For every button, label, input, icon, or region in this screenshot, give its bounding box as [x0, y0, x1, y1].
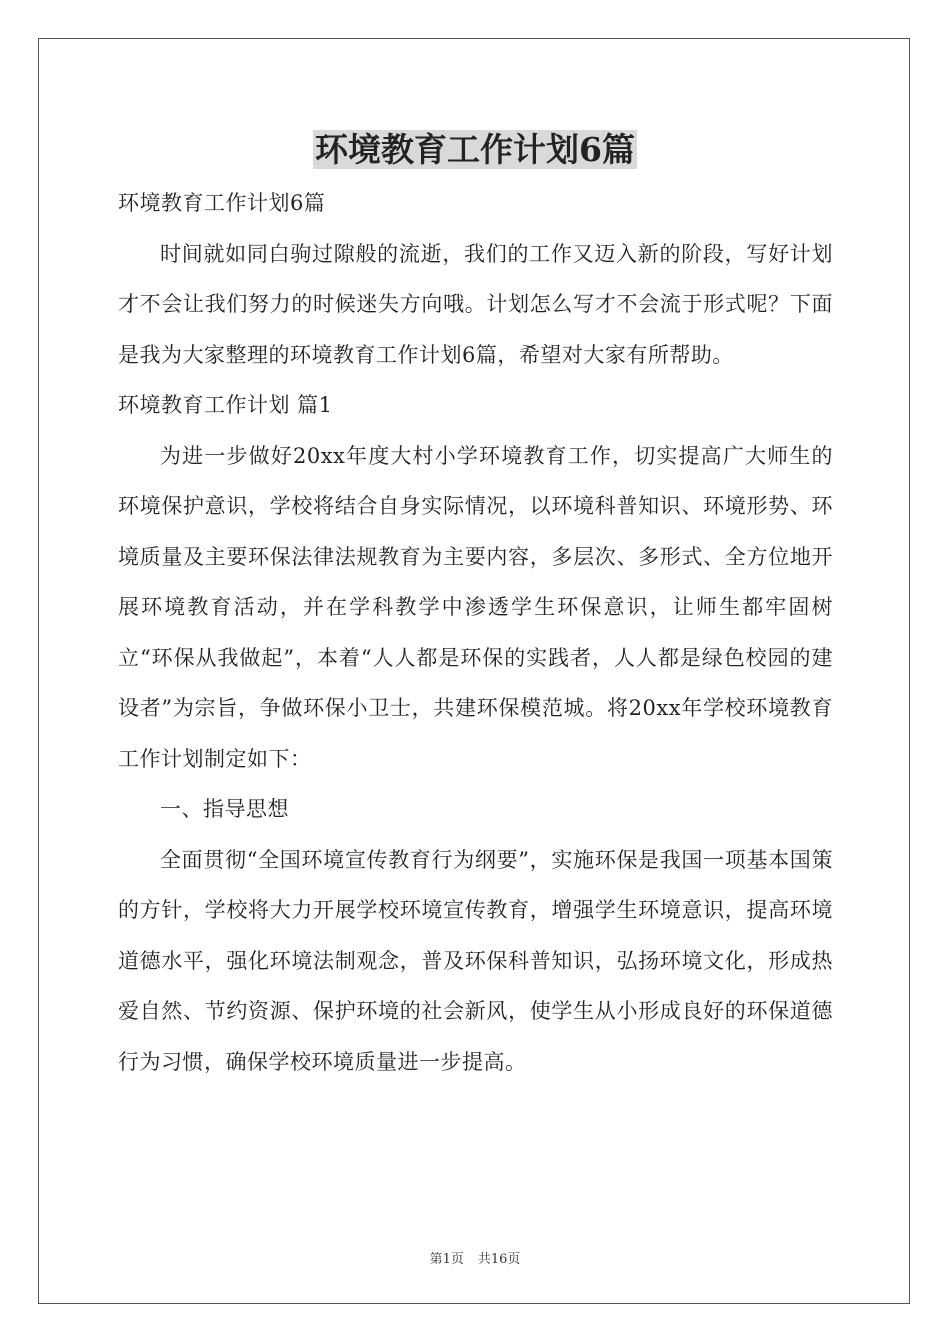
page-footer — [0, 1248, 950, 1267]
sub-paragraph: 全面贯彻“全国环境宣传教育行为纲要”，实施环保是我国一项基本国策的方针，学校将大力开展学校环境宣传教育，增强学生环境意识，提高环境道德水平，强化环境法制观念，普及环保科普知识，弘扬环境文化，形成热爱自然、节约资源、保护环境的社会新风，使学生从小形成良好的环保道德行为习惯，确保学校环境质量进一步提高。 — [118, 847, 833, 1074]
document-subtitle: 环境教育工作计划6篇 — [118, 191, 326, 215]
section-paragraph: 为进一步做好20xx年度大村小学环境教育工作，切实提高广大师生的环境保护意识，学校将结合自身实际情况，以环境科普知识、环境形势、环境质量及主要环保法律法规教育为主要内容，多层次、多形式、全方位地开展环境教育活动，并在学科教学中渗透学生环保意识，让师生都牢固树立“环保从我做起”，本着“人人都是环保的实践者，人人都是绿色校园的建设者”为宗旨，争做环保小卫士，共建环保模范城。将20xx年学校环境教育工作计划制定如下： — [118, 443, 833, 771]
document-title — [0, 128, 950, 172]
intro-paragraph: 时间就如同白驹过隙般的流逝，我们的工作又迈入新的阶段，写好计划才不会让我们努力的时候迷失方向哦。计划怎么写才不会流于形式呢？下面是我为大家整理的环境教育工作计划6篇，希望对大家有所帮助。 — [118, 241, 833, 367]
document-title-text: 环境教育工作计划6篇 — [315, 130, 635, 169]
current-page-label: 第1页 — [429, 1252, 464, 1267]
sub-heading: 一、指导思想 — [160, 797, 289, 821]
total-pages-label: 共16页 — [477, 1252, 521, 1267]
document-body — [118, 178, 833, 1087]
section-heading: 环境教育工作计划 篇1 — [118, 393, 333, 417]
